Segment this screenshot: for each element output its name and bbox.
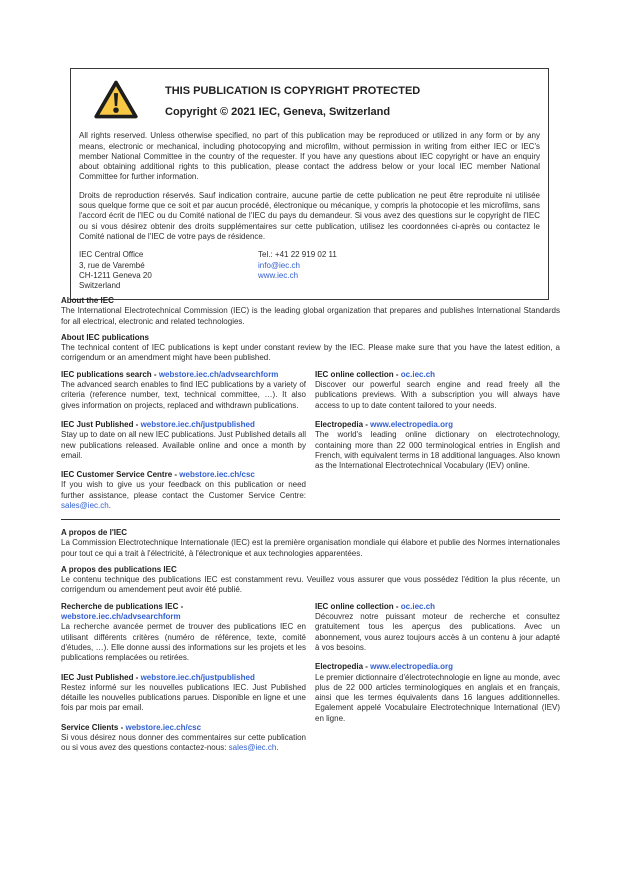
copyright-subtitle: Copyright © 2021 IEC, Geneva, Switzerland [165,105,391,118]
copyright-title: THIS PUBLICATION IS COPYRIGHT PROTECTED [165,84,421,97]
sales-email-link-fr[interactable]: sales@iec.ch [228,743,277,753]
about-section-fr [61,528,560,763]
block-electropedia-fr [315,662,560,724]
copyright-paragraph-fr: Droits de reproduction réservés. Sauf indication contraire, aucune partie de cette publication ne peut être reproduite ni utilisée sous quelque forme que ce soit et par aucun procédé, électronique ou mécanique, y compris la photocopie et les microfilms, sans l'accord écrit de l'IEC ou du Comité national de l'IEC du pays du demandeur. Si vous avez des questions sur le copyright de l'IEC ou si vous désirez obtenir des droits supplémentaires sur cette publication, utilisez les coordonnées ci-après ou contactez le Comité national de l'IEC de votre pays de résidence. [79,190,540,241]
resource-column-left [61,370,306,521]
copyright-box-titles [165,81,420,123]
block-body-text: . [276,743,279,753]
block-online-collection-fr [315,602,560,653]
block-title: Electropedia - [315,662,371,672]
block-title: Recherche de publications IEC - [61,601,184,611]
block-body: Restez informé sur les nouvelles publications IEC. Just Published détaille les nouvelles publications parues. Disponible en ligne et une fois par mois par email. [61,682,306,713]
block-body: Le premier dictionnaire d'électrotechnologie en ligne au monde, avec plus de 22 000 articles terminologiques en anglais et en français, ainsi que les termes équivalents dans 16 langues additionnelles. Egalement appelé Vocabulaire Electrotechnique International (IEV) en ligne. [315,672,560,723]
publications-search-link[interactable]: webstore.iec.ch/advsearchform [158,369,279,379]
address-line: 3, rue de Varembé [79,260,145,270]
copyright-box [70,68,549,300]
heading-a-propos-publications: A propos des publications IEC [61,564,177,574]
block-publications-search [61,370,306,411]
about-iec-paragraph: The International Electrotechnical Commission (IEC) is the leading global organization that prepares and publishes International Standards for all electrical, electronic and related technologies. [61,306,560,326]
block-title: IEC publications search - [61,369,159,379]
about-section-en [61,296,560,520]
block-just-published [61,420,306,461]
block-body-text: Si vous désirez nous donner des commentaires sur cette publication ou si vous avez des questions contactez-nous: [61,733,306,753]
block-body-text: If you wish to give us your feedback on this publication or need further assistance, please contact the Customer Service Centre: [61,480,306,500]
block-online-collection [315,370,560,411]
block-body: La recherche avancée permet de trouver des publications IEC en utilisant différents critères (numéro de référence, texte, comité d'études, …). Elle donne aussi des informations sur les projets et les publications remplacées ou retirées. [61,622,306,663]
heading-a-propos-iec: A propos de l'IEC [61,528,128,537]
block-body: The advanced search enables to find IEC publications by a variety of criteria (reference number, text, technical committee, …). It also gives information on projects, replaced and withdrawn publications. [61,380,306,410]
about-publications-paragraph: The technical content of IEC publications is kept under constant review by the IEC. Please make sure that you have the latest edition, a corrigendum or an amendment might have been published. [61,343,560,363]
block-body: Découvrez notre puissant moteur de recherche et consultez gratuitement tous les aperçus des publications. Avec un abonnement, vous aurez toujours accès à un contenu à jour adapté à vos besoins. [315,612,560,652]
block-title: IEC online collection - [315,369,401,379]
resource-columns-en [61,370,560,521]
address-block [79,250,540,291]
online-collection-link-fr[interactable]: oc.iec.ch [400,601,436,611]
postal-address [79,250,258,291]
copyright-paragraph-en: All rights reserved. Unless otherwise specified, no part of this publication may be reproduced or utilized in any form or by any means, electronic or mechanical, including photocopying and microfilm, without permission in writing from either IEC or IEC's member National Committee in the country of the requester. If you have any questions about IEC copyright or have an enquiry about obtaining additional rights to this publication, please contact the address below or your local IEC member National Committee for further information. [79,131,540,182]
block-electropedia [315,420,560,471]
block-body-text: . [108,501,111,511]
website-link[interactable]: www.iec.ch [258,270,299,280]
block-title: Service Clients - [61,722,126,732]
heading-about-publications: About IEC publications [61,332,149,342]
heading-about-iec: About the IEC [61,296,114,305]
resource-column-right [315,602,560,763]
block-recherche-publications [61,602,306,664]
resource-column-left [61,602,306,763]
warning-triangle-icon [93,79,139,124]
block-body [61,733,306,754]
block-customer-service [61,470,306,511]
a-propos-publications-paragraph: Le contenu technique des publications IEC est constamment revu. Veuillez vous assurer que vous possédez l'édition la plus récente, un corrigendum ou amendement peut avoir été publié. [61,575,560,595]
a-propos-iec-paragraph: La Commission Electrotechnique Internationale (IEC) est la première organisation mondiale qui élabore et publie des Normes internationales pour tout ce qui a trait à l'électricité, à l'électronique et aux technologies apparentées. [61,538,560,558]
just-published-link[interactable]: webstore.iec.ch/justpublished [140,419,255,429]
electropedia-link-fr[interactable]: www.electropedia.org [370,662,453,672]
service-clients-link[interactable]: webstore.iec.ch/csc [125,722,202,732]
block-service-clients [61,723,306,754]
address-line: Switzerland [79,281,121,291]
sales-email-link[interactable]: sales@iec.ch [61,501,109,511]
resource-column-right [315,370,560,521]
block-body: The world's leading online dictionary on electrotechnology, containing more than 22 000 terminological entries in English and French, with equivalent terms in 18 additional languages. Also known as the International Electrotechnical Vocabulary (IEV) online. [315,430,560,471]
address-line: IEC Central Office [79,250,144,260]
email-link[interactable]: info@iec.ch [258,260,300,270]
online-collection-link[interactable]: oc.iec.ch [400,369,436,379]
electropedia-link[interactable]: www.electropedia.org [370,419,453,429]
resource-columns-fr [61,602,560,763]
just-published-link-fr[interactable]: webstore.iec.ch/justpublished [140,672,255,682]
block-body: Stay up to date on all new IEC publications. Just Published details all new publications released. Available online and once a month by email. [61,430,306,460]
block-title: IEC Customer Service Centre - [61,470,180,480]
block-just-published-fr [61,673,306,714]
recherche-publications-link[interactable]: webstore.iec.ch/advsearchform [61,612,181,622]
copyright-box-header [93,79,540,124]
customer-service-link[interactable]: webstore.iec.ch/csc [179,470,255,480]
block-title: IEC Just Published - [61,672,141,682]
block-body: Discover our powerful search engine and read freely all the publications previews. With a subscription you will always have access to up to date content tailored to your needs. [315,380,560,410]
block-body [61,480,306,511]
section-divider [61,519,560,520]
block-title: IEC online collection - [315,601,401,611]
contact-details [258,250,540,291]
block-title: Electropedia - [315,419,371,429]
telephone-number: Tel.: +41 22 919 02 11 [258,250,337,260]
block-title: IEC Just Published - [61,419,141,429]
address-line: CH-1211 Geneva 20 [79,270,152,280]
